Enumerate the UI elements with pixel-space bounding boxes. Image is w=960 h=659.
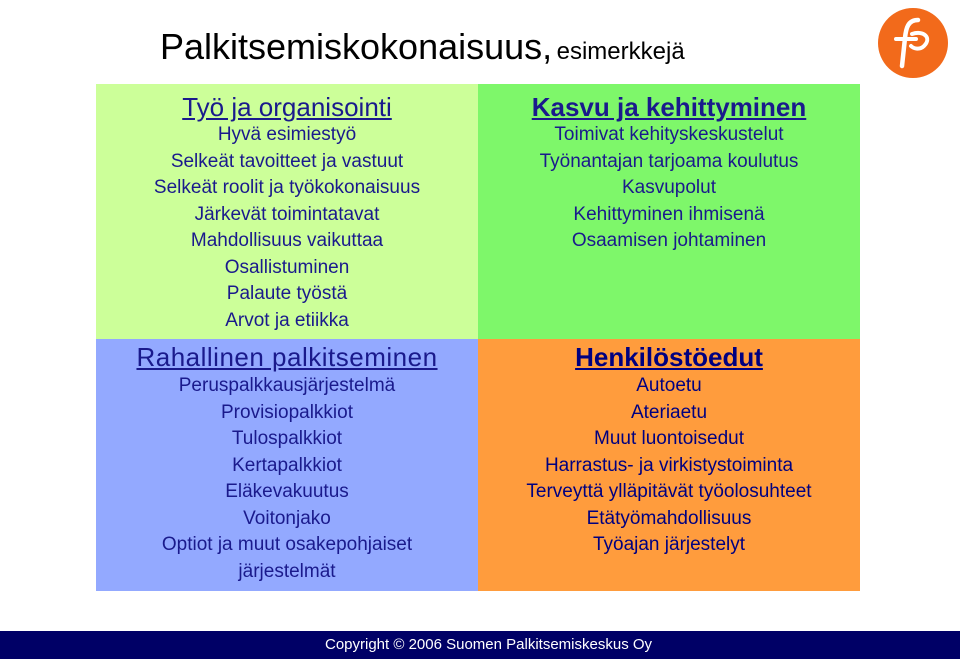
quadrant-heading: Työ ja organisointi — [182, 92, 392, 122]
list-item: Terveyttä ylläpitävät työolosuhteet — [526, 481, 812, 502]
quadrant-work-and-organisation — [96, 84, 478, 339]
list-item: Toimivat kehityskeskustelut — [554, 124, 784, 145]
list-item: Harrastus- ja virkistystoiminta — [544, 454, 794, 476]
quadrant-list — [96, 122, 478, 334]
list-item: Palaute työstä — [226, 283, 348, 304]
list-item: Osaamisen johtaminen — [571, 230, 767, 251]
footer-bar — [0, 631, 960, 659]
list-item: Selkeät tavoitteet ja vastuut — [170, 150, 404, 172]
list-item: Voitonjako — [243, 507, 331, 529]
list-item: Optiot ja muut osakepohjaiset — [161, 534, 413, 555]
list-item: Hyvä esimiestyö — [217, 124, 357, 145]
list-item: Etätyömahdollisuus — [586, 507, 752, 529]
list-item: järjestelmät — [238, 560, 336, 582]
copyright-text: Copyright © 2006 Suomen Palkitsemiskeskus Oy — [325, 636, 653, 653]
quadrant-heading: Kasvu ja kehittyminen — [531, 92, 807, 122]
quadrant-monetary-rewards — [96, 339, 478, 591]
list-item: Muut luontoisedut — [594, 428, 744, 449]
list-item: Selkeät roolit ja työkokonaisuus — [153, 177, 421, 198]
list-item: Ateriaetu — [630, 401, 708, 423]
quadrant-list — [478, 122, 860, 255]
quadrant-employee-benefits — [478, 339, 860, 591]
quadrant-heading: Rahallinen palkitseminen — [136, 342, 438, 372]
list-item: Työajan järjestelyt — [592, 534, 746, 555]
slide-title — [160, 26, 685, 68]
list-item: Järkevät toimintatavat — [194, 203, 380, 225]
list-item: Arvot ja etiikka — [225, 309, 349, 331]
list-item: Kehittyminen ihmisenä — [573, 203, 765, 225]
fp-monogram-logo-icon — [878, 8, 948, 78]
list-item: Tulospalkkiot — [231, 428, 343, 449]
quadrant-list — [96, 373, 478, 585]
list-item: Eläkevakuutus — [225, 481, 349, 502]
list-item: Provisiopalkkiot — [221, 401, 353, 423]
quadrant-heading: Henkilöstöedut — [575, 342, 763, 372]
list-item: Peruspalkkausjärjestelmä — [178, 375, 396, 396]
list-item: Kertapalkkiot — [232, 454, 342, 476]
list-item: Työnantajan tarjoama koulutus — [539, 150, 799, 172]
list-item: Osallistuminen — [224, 256, 350, 278]
list-item: Mahdollisuus vaikuttaa — [190, 230, 384, 251]
quadrant-list — [478, 373, 860, 559]
list-item: Autoetu — [636, 375, 702, 396]
list-item: Kasvupolut — [621, 177, 716, 198]
slide-title-sub: esimerkkejä — [556, 38, 685, 65]
slide-title-main: Palkitsemiskokonaisuus, — [160, 26, 553, 67]
quadrant-growth-and-development — [478, 84, 860, 339]
